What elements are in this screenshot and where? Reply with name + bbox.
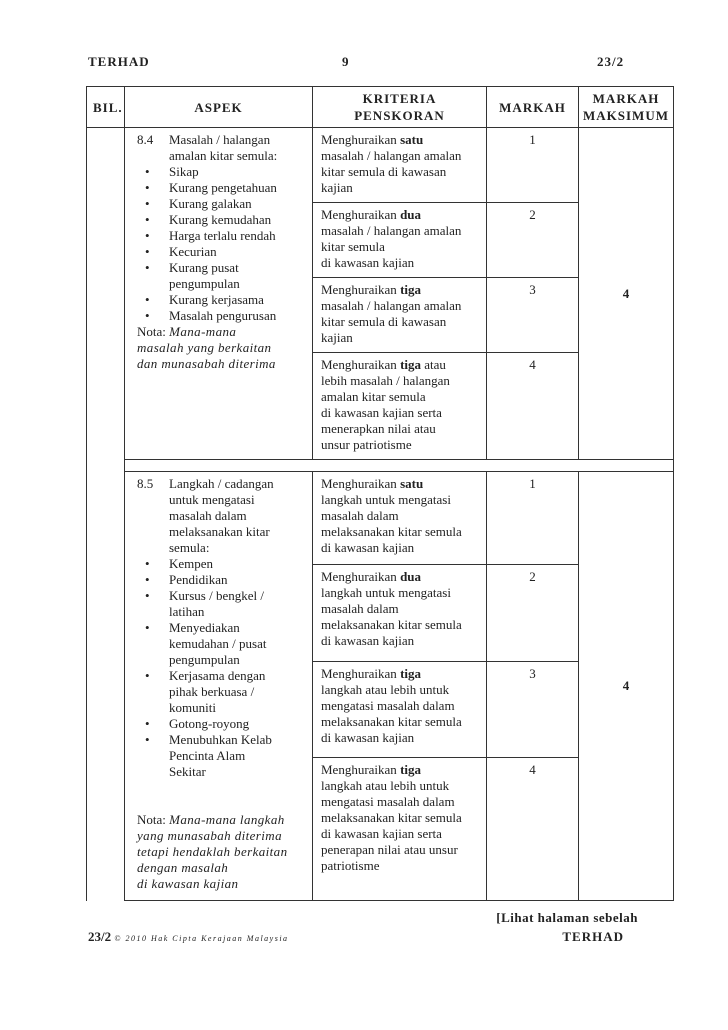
aspek-intro-text: Langkah / cadangan (169, 476, 274, 491)
kriteria-line: masalah / halangan amalan (321, 148, 462, 163)
bullet-icon: • (145, 180, 150, 195)
bullet-text: Sikap (169, 164, 199, 179)
bullet-text: Masalah pengurusan (169, 308, 277, 323)
kriteria-line: penerapan nilai atau unsur (321, 842, 458, 858)
kriteria-line: di kawasan kajian (321, 255, 415, 270)
bullet-icon: • (145, 732, 150, 747)
bullet-item (137, 308, 306, 324)
bullet-text: Pencinta Alam (169, 748, 246, 763)
nota-line (137, 812, 306, 828)
bullet-item (137, 748, 306, 764)
kriteria-line: melaksanakan kitar semula (321, 524, 462, 539)
kriteria-line: unsur patriotisme (321, 437, 412, 452)
col-bil: BIL. (87, 87, 125, 128)
bullet-item (137, 636, 306, 652)
aspek-intro-line: amalan kitar semula: (169, 148, 278, 163)
aspek-number: 8.5 (137, 476, 154, 491)
bullet-item (137, 196, 306, 212)
kriteria-count: tiga (400, 762, 422, 778)
bullet-item (137, 732, 306, 748)
bullet-icon: • (145, 556, 150, 571)
kriteria-first-line: Menghuraikan satu (321, 132, 424, 147)
kriteria-count: tiga (400, 665, 422, 681)
bullet-icon: • (145, 260, 150, 275)
bullet-item (137, 260, 306, 276)
aspek-number: 8.4 (137, 132, 154, 147)
bullet-item (137, 764, 306, 780)
bullet-item (137, 684, 306, 700)
bullet-item (137, 620, 306, 636)
nota-line (137, 324, 306, 340)
kriteria-first-line: Menghuraikan satu (321, 476, 424, 491)
bullet-icon: • (145, 292, 150, 307)
bullet-item (137, 212, 306, 228)
kriteria-cell (313, 128, 487, 203)
markah-cell: 1 (487, 128, 579, 203)
kriteria-line: langkah atau lebih untuk (321, 681, 450, 697)
aspek-intro-line (137, 132, 306, 148)
kriteria-line: langkah atau lebih untuk (321, 778, 450, 794)
kriteria-cell (313, 661, 487, 758)
nota-text: tetapi hendaklah berkaitan (137, 844, 288, 859)
aspek-intro-line: untuk mengatasi (169, 492, 255, 507)
bullet-text: Kurang kerjasama (169, 292, 264, 307)
bullet-item (137, 572, 306, 588)
bullet-icon: • (145, 620, 150, 635)
bullet-item (137, 244, 306, 260)
kriteria-line: langkah untuk mengatasi (321, 584, 451, 600)
aspek-intro-line (137, 476, 306, 492)
next-page-note: [Lihat halaman sebelah (496, 910, 638, 925)
kriteria-line: kitar semula di kawasan (321, 314, 447, 329)
kriteria-line: kitar semula di kawasan (321, 164, 447, 179)
header-left: TERHAD (88, 54, 150, 69)
spacer (137, 780, 306, 812)
bullet-icon: • (145, 668, 150, 683)
nota-text: dengan masalah (137, 860, 229, 875)
section-gap (87, 460, 674, 472)
kriteria-count: tiga (400, 357, 422, 372)
kriteria-count: tiga (400, 282, 422, 297)
gap-cell (125, 460, 674, 472)
bil-cell (87, 460, 125, 472)
aspek-intro-line: melaksanakan kitar (169, 524, 270, 539)
kriteria-line: patriotisme (321, 858, 380, 874)
bullet-text: Menubuhkan Kelab (169, 732, 272, 747)
bullet-text: Kurang kemudahan (169, 212, 272, 227)
footer-terhad: TERHAD (562, 929, 624, 944)
bullet-item (137, 276, 306, 292)
bullet-icon (145, 276, 169, 292)
kriteria-line: melaksanakan kitar semula (321, 810, 462, 826)
bullet-item (137, 716, 306, 732)
aspek-intro-text: Masalah / halangan (169, 132, 271, 147)
kriteria-line: di kawasan kajian serta (321, 405, 442, 420)
col-kriteria: KRITERIA PENSKORAN (313, 87, 487, 128)
markah-cell: 3 (487, 661, 579, 758)
bullet-item (137, 700, 306, 716)
bullet-text: Sekitar (169, 764, 206, 779)
nota-text: di kawasan kajian (137, 876, 239, 891)
bullet-icon (145, 636, 169, 652)
nota-line (137, 340, 306, 356)
kriteria-line: menerapkan nilai atau (321, 421, 436, 436)
bullet-icon: • (145, 212, 150, 227)
bullet-icon: • (145, 228, 150, 243)
nota-line (137, 876, 306, 892)
bullet-item (137, 180, 306, 196)
aspek-cell (125, 472, 313, 901)
bullet-icon (145, 652, 169, 668)
kriteria-cell (313, 203, 487, 278)
col-aspek: ASPEK (125, 87, 313, 128)
bullet-text: pihak berkuasa / (169, 684, 255, 699)
kriteria-count: dua (400, 207, 422, 222)
bullet-text: kemudahan / pusat (169, 636, 267, 651)
kriteria-line: masalah / halangan amalan (321, 298, 462, 313)
bullet-icon (145, 604, 169, 620)
kriteria-count: dua (400, 568, 422, 584)
bullet-text: Gotong-royong (169, 716, 250, 731)
bullet-text: Menyediakan (169, 620, 240, 635)
kriteria-first-line: Menghuraikan tiga (321, 665, 422, 681)
kriteria-cell (313, 758, 487, 901)
kriteria-line: melaksanakan kitar semula (321, 713, 462, 729)
kriteria-line: di kawasan kajian (321, 632, 415, 648)
marking-scheme-table (86, 86, 674, 901)
kriteria-line: kajian (321, 180, 353, 195)
markah-cell: 1 (487, 472, 579, 565)
kriteria-line: masalah / halangan amalan (321, 223, 462, 238)
bullet-text: pengumpulan (169, 652, 240, 667)
nota-line (137, 860, 306, 876)
kriteria-line: di kawasan kajian serta (321, 826, 442, 842)
kriteria-first-line: Menghuraikan tiga (321, 282, 422, 297)
header-right: 23/2 (597, 54, 625, 69)
bullet-item (137, 292, 306, 308)
kriteria-line: masalah dalam (321, 508, 399, 523)
markah-cell: 2 (487, 203, 579, 278)
markah-cell: 3 (487, 278, 579, 353)
bullet-icon: • (145, 244, 150, 259)
nota-text: dan munasabah diterima (137, 356, 276, 371)
kriteria-count: satu (400, 476, 424, 491)
kriteria-line: di kawasan kajian (321, 540, 415, 555)
bullet-item (137, 588, 306, 604)
kriteria-cell (313, 472, 487, 565)
kriteria-first-line: Menghuraikan dua (321, 207, 422, 222)
bullet-text: Kurang galakan (169, 196, 252, 211)
bullet-icon (145, 700, 169, 716)
kriteria-line: kitar semula (321, 239, 385, 254)
nota-text: yang munasabah diterima (137, 828, 282, 843)
markah-cell: 4 (487, 758, 579, 901)
kriteria-line: kajian (321, 330, 353, 345)
bil-cell (87, 128, 125, 460)
nota-text: Mana-mana langkah (169, 812, 285, 827)
bullet-icon: • (145, 572, 150, 587)
bullet-icon (145, 684, 169, 700)
kriteria-line: lebih masalah / halangan (321, 373, 450, 388)
page-number: 9 (342, 54, 350, 69)
bullet-text: Kurang pengetahuan (169, 180, 277, 195)
bullet-text: Kurang pusat (169, 260, 239, 275)
bullet-text: Kempen (169, 556, 214, 571)
footer-code: 23/2 © 2010 Hak Cipta Kerajaan Malaysia (88, 929, 289, 944)
kriteria-line: masalah dalam (321, 600, 399, 616)
table-header-row (87, 87, 674, 128)
kriteria-line: di kawasan kajian (321, 729, 415, 745)
bullet-item (137, 668, 306, 684)
bullet-icon (145, 748, 169, 764)
table-row (87, 472, 674, 565)
markah-maksimum-cell: 4 (579, 472, 674, 901)
kriteria-count: satu (400, 132, 424, 147)
kriteria-cell (313, 278, 487, 353)
bullet-text: latihan (169, 604, 205, 619)
kriteria-first-line: Menghuraikan tiga atau (321, 357, 446, 372)
bullet-text: Harga terlalu rendah (169, 228, 276, 243)
kriteria-line: langkah untuk mengatasi (321, 492, 451, 507)
bullet-text: pengumpulan (169, 276, 240, 291)
nota-line (137, 844, 306, 860)
bullet-text: Kerjasama dengan (169, 668, 266, 683)
bullet-text: komuniti (169, 700, 216, 715)
bullet-text: Kursus / bengkel / (169, 588, 264, 603)
bullet-icon: • (145, 308, 150, 323)
aspek-intro-line: semula: (169, 540, 210, 555)
aspek-intro-line: masalah dalam (169, 508, 247, 523)
bullet-item (137, 556, 306, 572)
bullet-text: Pendidikan (169, 572, 228, 587)
bullet-item (137, 228, 306, 244)
bullet-item (137, 604, 306, 620)
bullet-icon: • (145, 588, 150, 603)
nota-line (137, 356, 306, 372)
nota-label: Nota: (137, 324, 170, 339)
bullet-icon: • (145, 196, 150, 211)
nota-label: Nota: (137, 812, 170, 827)
markah-cell: 4 (487, 353, 579, 460)
markah-cell: 2 (487, 564, 579, 661)
kriteria-line: amalan kitar semula (321, 389, 426, 404)
bil-cell (87, 472, 125, 901)
kriteria-cell (313, 564, 487, 661)
copyright-text: © 2010 Hak Cipta Kerajaan Malaysia (114, 934, 289, 943)
markah-maksimum-cell: 4 (579, 128, 674, 460)
bullet-icon: • (145, 164, 150, 179)
bullet-item (137, 652, 306, 668)
bullet-icon: • (145, 716, 150, 731)
col-markah-maksimum: MARKAH MAKSIMUM (579, 87, 674, 128)
table-row (87, 128, 674, 203)
kriteria-cell (313, 353, 487, 460)
kriteria-line: melaksanakan kitar semula (321, 616, 462, 632)
col-markah: MARKAH (487, 87, 579, 128)
aspek-cell (125, 128, 313, 460)
kriteria-line: mengatasi masalah dalam (321, 697, 455, 713)
bullet-item (137, 164, 306, 180)
nota-line (137, 828, 306, 844)
kriteria-first-line: Menghuraikan tiga (321, 762, 422, 778)
bullet-icon (145, 764, 169, 780)
bullet-text: Kecurian (169, 244, 217, 259)
nota-text: masalah yang berkaitan (137, 340, 272, 355)
kriteria-first-line: Menghuraikan dua (321, 568, 422, 584)
kriteria-line: mengatasi masalah dalam (321, 794, 455, 810)
nota-text: Mana-mana (169, 324, 237, 339)
